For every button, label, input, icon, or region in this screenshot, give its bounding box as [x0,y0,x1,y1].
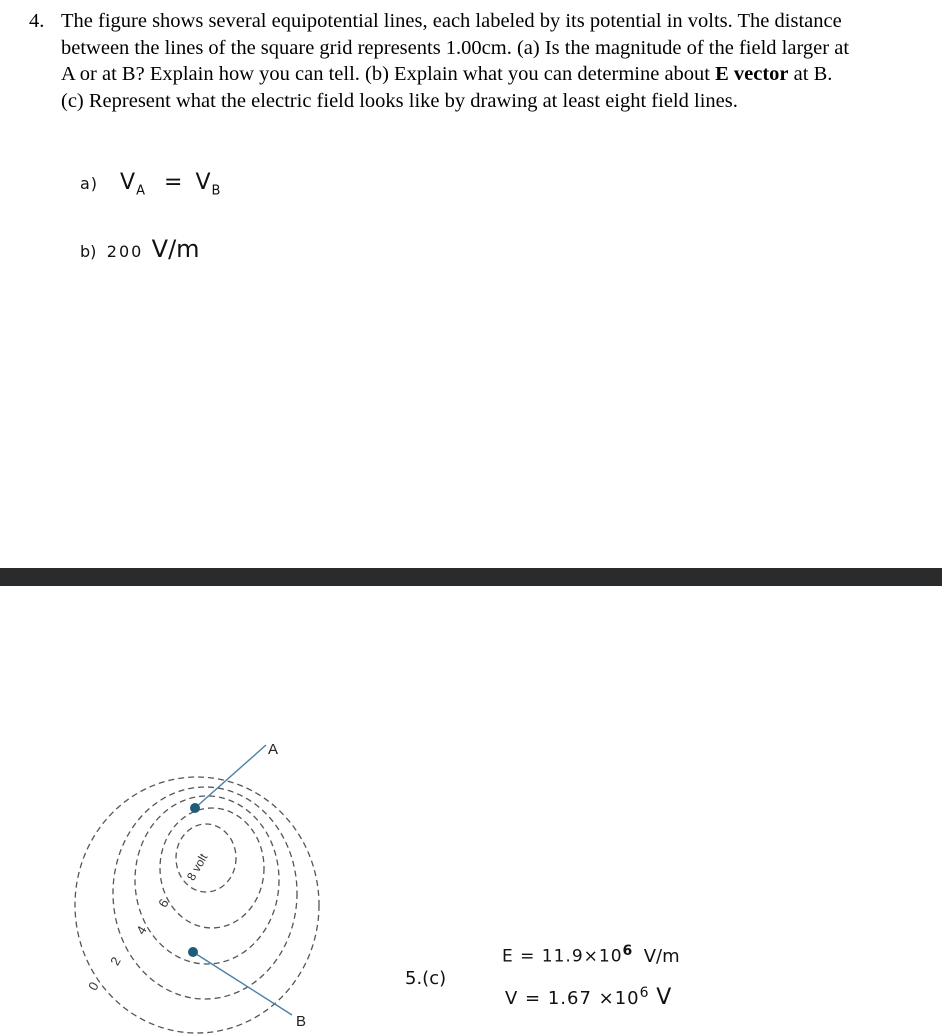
answer-a-equals: = [164,170,184,195]
problem5-E [502,943,680,967]
potential-0: 0 [85,979,102,993]
line-to-A [195,745,266,808]
answer-b-value: 200 [106,242,144,261]
answer-b-label: b) [80,242,97,261]
problem5-E-unit: V/m [643,945,680,967]
answer-b-unit: V/m [151,235,200,263]
problem5-V-exp: 6 [639,985,649,1001]
problem5-V-line: V = 1.67 ×10 [505,988,640,1009]
label-A: A [268,741,279,758]
equipotential-2 [113,787,297,999]
potential-8: 8 volt [183,851,211,883]
equipotential-6 [160,808,264,928]
potential-4: 4 [133,923,150,937]
problem5-V-unit: V [656,985,672,1010]
answer-a-sub2: B [211,183,222,199]
problem5-E-exp: 6 [622,943,633,959]
question-text-part1: The figure shows several equipotential lines, each labeled by its potential in volts. The distance between the lines of the square grid represents 1.00cm. (a) Is the magnitude of the field larger at A or at B? Explain how you can tell. (b) Explain what you can determine about [61,10,850,85]
answer-a-sub1: A [136,183,147,199]
problem5-label: 5.(c) [405,968,447,989]
problem5-E-line: E = 11.9×10 [502,946,623,967]
question-number: 4. [29,10,45,32]
equipotential-4 [135,796,279,964]
label-B: B [296,1013,307,1030]
point-A [190,803,200,813]
potential-2: 2 [107,954,124,968]
equipotential-0 [75,777,319,1033]
line-to-B [193,952,292,1015]
question-text-part2: at B. (c) Represent what the electric field looks like by drawing at least eight field lines. [61,63,833,112]
answer-a-v2: V [195,170,212,195]
answer-a-v1: V [120,170,137,195]
problem5-V [505,985,671,1010]
point-B [188,947,198,957]
potential-6: 6 [155,896,172,910]
question-bold-term: E vector [715,63,789,85]
answer-a-label: a) [80,174,99,193]
